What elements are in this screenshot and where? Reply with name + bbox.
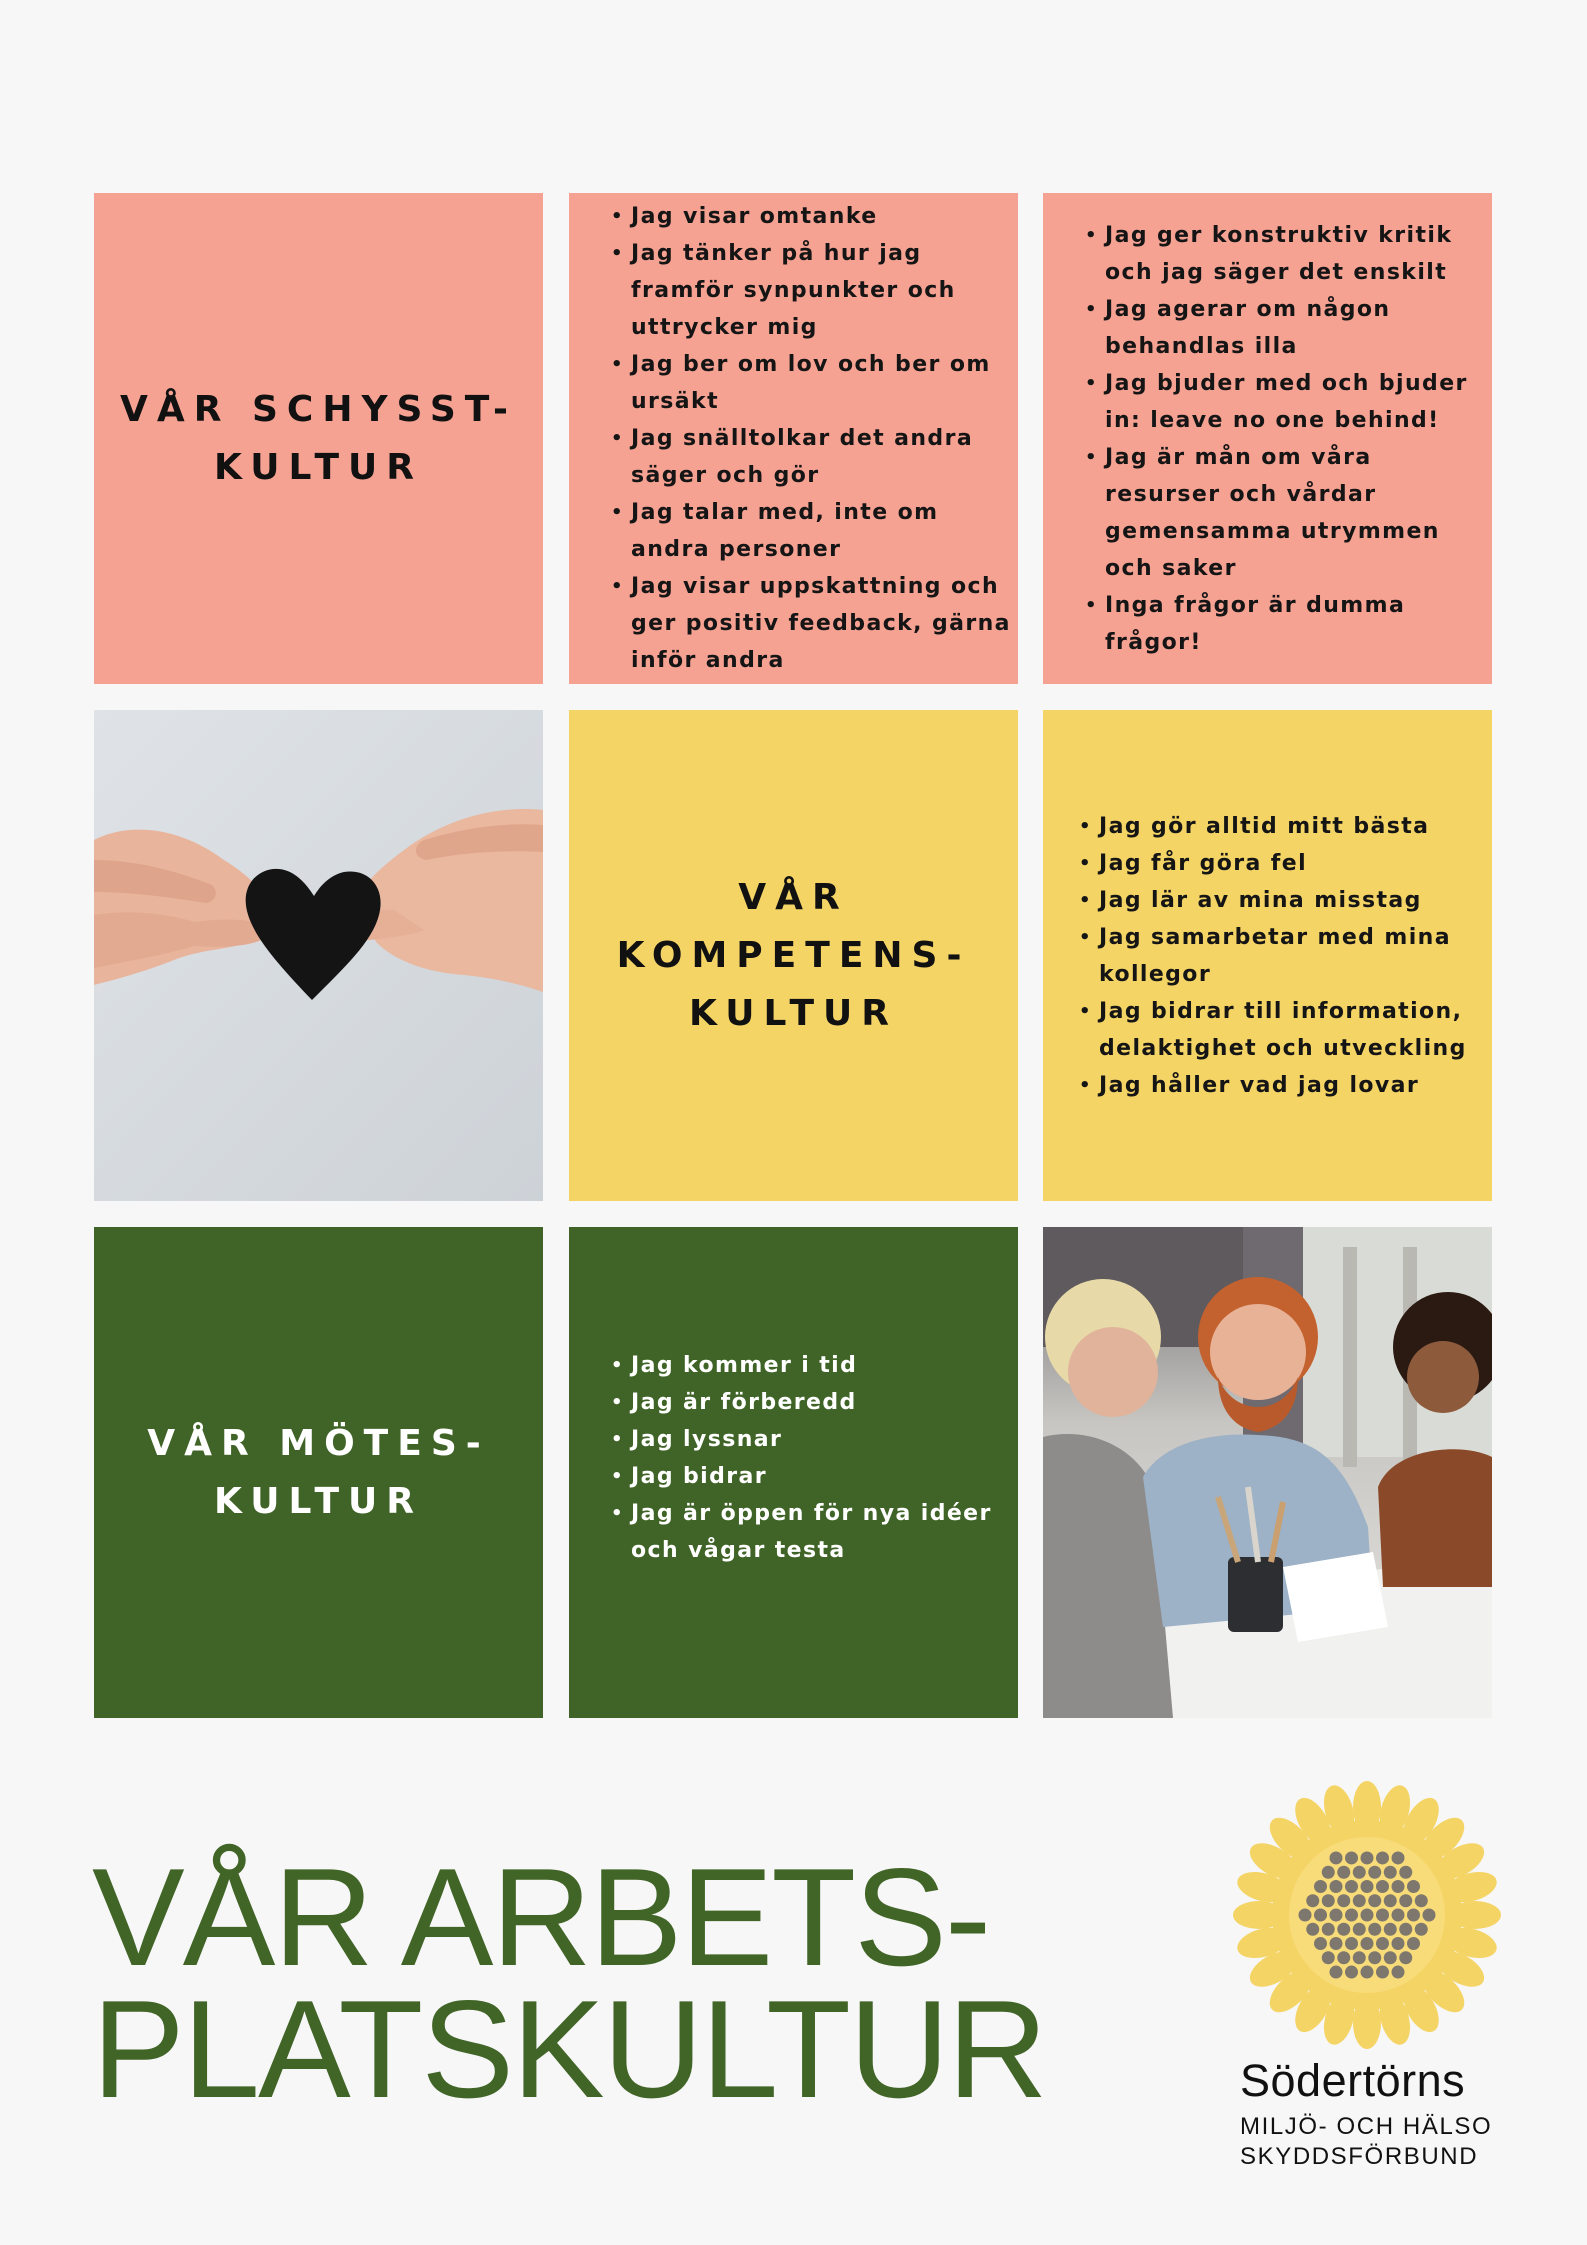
list-item: • Jag snälltolkar det andra säger och gör xyxy=(611,420,1018,494)
list-item: • Jag samarbetar med mina kollegor xyxy=(1079,919,1492,993)
kompetens-heading-tile xyxy=(569,710,1018,1201)
list-item: • Jag lyssnar xyxy=(611,1421,1018,1458)
schysst-list-tile-1 xyxy=(569,193,1018,684)
list-item: • Jag tänker på hur jag framför synpunkter och uttrycker mig xyxy=(611,235,1018,346)
heart-hands-photo xyxy=(94,710,543,1201)
list-item: • Jag agerar om någon behandlas illa xyxy=(1085,291,1492,365)
list-item: • Jag bidrar till information, delaktighet och utveckling xyxy=(1079,993,1492,1067)
list-item: • Jag ber om lov och ber om ursäkt xyxy=(611,346,1018,420)
schysst-heading-tile xyxy=(94,193,543,684)
schysst-list-2 xyxy=(1085,217,1492,661)
list-item: • Jag bjuder med och bjuder in: leave no one behind! xyxy=(1085,365,1492,439)
motes-heading-tile xyxy=(94,1227,543,1718)
list-item: • Jag kommer i tid xyxy=(611,1347,1018,1384)
schysst-list-1 xyxy=(611,198,1018,679)
list-item: • Jag visar uppskattning och ger positiv feedback, gärna inför andra xyxy=(611,568,1018,679)
logo-subtitle-line-1: MILJÖ- OCH HÄLSO xyxy=(1240,2113,1493,2140)
list-item: • Jag är mån om våra resurser och vårdar gemensamma utrymmen och saker xyxy=(1085,439,1492,587)
motes-list-tile xyxy=(569,1227,1018,1718)
motes-heading: VÅR MÖTES- KULTUR xyxy=(147,1422,490,1522)
list-item: • Jag får göra fel xyxy=(1079,845,1492,882)
logo-subtitle-line-2: SKYDDSFÖRBUND xyxy=(1240,2143,1479,2170)
kompetens-heading: VÅR KOMPETENS- KULTUR xyxy=(616,876,971,1034)
list-item: • Jag visar omtanke xyxy=(611,198,1018,235)
list-item: • Jag gör alltid mitt bästa xyxy=(1079,808,1492,845)
schysst-list-tile-2 xyxy=(1043,193,1492,684)
meeting-photo xyxy=(1043,1227,1492,1718)
kompetens-list-tile xyxy=(1043,710,1492,1201)
schysst-heading: VÅR SCHYSST- KULTUR xyxy=(120,388,517,488)
logo-subtitle xyxy=(1240,2112,1500,2172)
kompetens-list xyxy=(1079,808,1492,1104)
list-item: • Jag håller vad jag lovar xyxy=(1079,1067,1492,1104)
list-item: • Jag lär av mina misstag xyxy=(1079,882,1492,919)
page-title: VÅR ARBETS- PLATSKULTUR xyxy=(92,1840,1046,2127)
list-item: • Jag ger konstruktiv kritik och jag säger det enskilt xyxy=(1085,217,1492,291)
meeting-image xyxy=(1043,1227,1492,1718)
list-item: • Jag talar med, inte om andra personer xyxy=(611,494,1018,568)
heart-hands-image xyxy=(94,710,543,1201)
list-item: • Jag är öppen för nya idéer och vågar testa xyxy=(611,1495,1018,1569)
motes-list xyxy=(611,1347,1018,1569)
logo-name: Södertörns xyxy=(1240,2055,1466,2106)
list-item: • Jag bidrar xyxy=(611,1458,1018,1495)
list-item: • Jag är förberedd xyxy=(611,1384,1018,1421)
list-item: • Inga frågor är dumma frågor! xyxy=(1085,587,1492,661)
